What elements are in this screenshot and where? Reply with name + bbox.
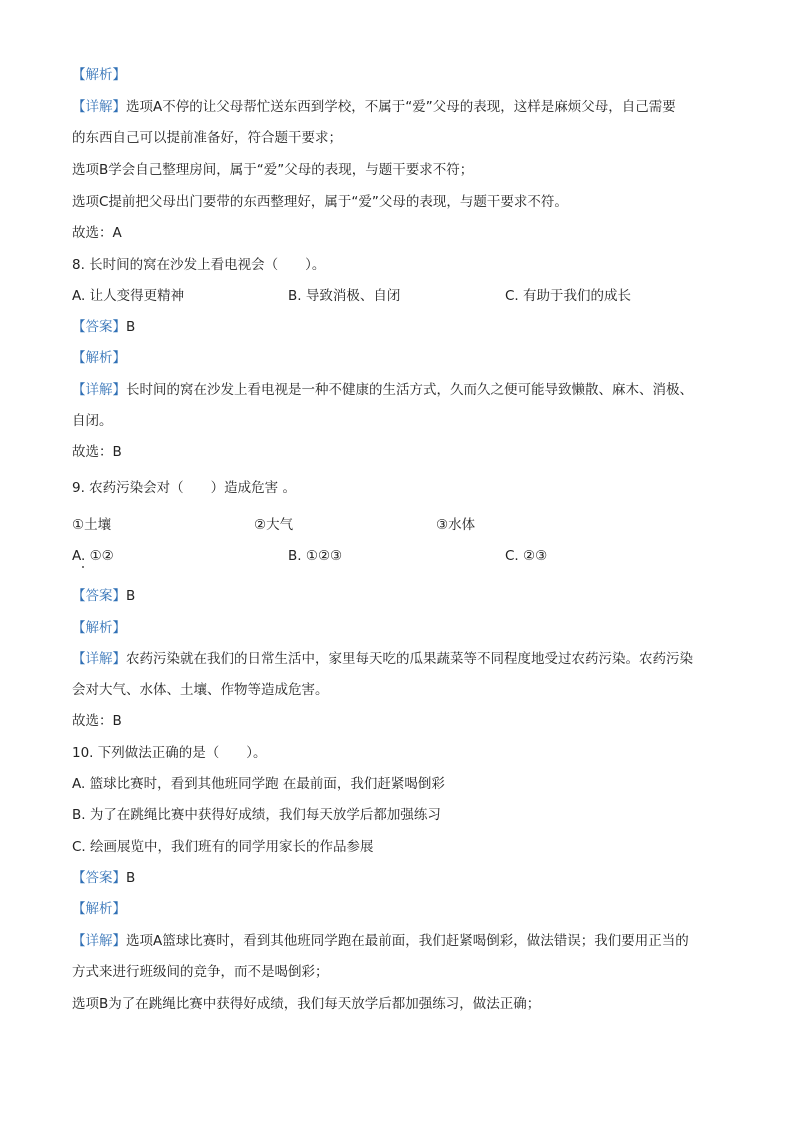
analysis-tag: 【解析】 xyxy=(72,67,126,83)
detail-tag: 【详解】 xyxy=(72,382,126,398)
option-c: C. 绘画展览中，我们班有的同学用家长的作品参展 xyxy=(72,839,374,855)
answer-value: B xyxy=(126,870,136,886)
detail-line: 方式来进行班级间的竞争，而不是喝倒彩； xyxy=(72,964,329,980)
answer-line xyxy=(72,869,135,887)
answer-line xyxy=(72,318,135,336)
answer-value: B xyxy=(126,319,136,335)
question-stem: 8. 长时间的窝在沙发上看电视会（ ）。 xyxy=(72,257,326,273)
option-b: B. ①②③ xyxy=(288,548,343,564)
detail-text: 选项A篮球比赛时，看到其他班同学跑在最前面，我们赶紧喝倒彩，做法错误；我们要用正当的 xyxy=(126,933,689,949)
answer-tag: 【答案】 xyxy=(72,870,126,886)
detail-line xyxy=(72,381,693,399)
detail-line: 选项B为了在跳绳比赛中获得好成绩，我们每天放学后都加强练习，做法正确； xyxy=(72,996,541,1012)
option-c: C. ②③ xyxy=(505,548,548,564)
detail-tag: 【详解】 xyxy=(72,933,126,949)
option-a: A. 篮球比赛时，看到其他班同学跑 在最前面，我们赶紧喝倒彩 xyxy=(72,776,445,792)
option-a: A. 让人变得更精神 xyxy=(72,288,185,304)
answer-line xyxy=(72,587,135,605)
detail-line: 自闭。 xyxy=(72,413,113,429)
detail-line xyxy=(72,98,676,116)
analysis-tag: 【解析】 xyxy=(72,620,126,636)
detail-line: 选项C提前把父母出门要带的东西整理好，属于“爱”父母的表现，与题干要求不符。 xyxy=(72,194,568,210)
final-answer: 故选：B xyxy=(72,444,122,460)
item-2: ②大气 xyxy=(254,517,294,533)
detail-tag: 【详解】 xyxy=(72,651,126,667)
option-b: B. 导致消极、自闭 xyxy=(288,288,401,304)
item-1: ①土壤 xyxy=(72,517,112,533)
stray-dot xyxy=(82,566,84,568)
final-answer: 故选：A xyxy=(72,225,122,241)
analysis-tag: 【解析】 xyxy=(72,901,126,917)
item-3: ③水体 xyxy=(436,517,476,533)
answer-value: B xyxy=(126,588,136,604)
detail-tag: 【详解】 xyxy=(72,99,126,115)
question-stem: 10. 下列做法正确的是（ ）。 xyxy=(72,745,267,761)
detail-line xyxy=(72,932,689,950)
option-c: C. 有助于我们的成长 xyxy=(505,288,632,304)
final-answer: 故选：B xyxy=(72,713,122,729)
analysis-tag: 【解析】 xyxy=(72,350,126,366)
answer-tag: 【答案】 xyxy=(72,588,126,604)
detail-text: 长时间的窝在沙发上看电视是一种不健康的生活方式，久而久之便可能导致懒散、麻木、消极、 xyxy=(126,382,693,398)
detail-line: 选项B学会自己整理房间，属于“爱”父母的表现，与题干要求不符； xyxy=(72,162,474,178)
detail-line: 会对大气、水体、土壤、作物等造成危害。 xyxy=(72,682,329,698)
detail-text: 农药污染就在我们的日常生活中，家里每天吃的瓜果蔬菜等不同程度地受过农药污染。农药污染 xyxy=(126,651,693,667)
option-b: B. 为了在跳绳比赛中获得好成绩，我们每天放学后都加强练习 xyxy=(72,807,441,823)
answer-tag: 【答案】 xyxy=(72,319,126,335)
detail-text: 选项A不停的让父母帮忙送东西到学校，不属于“爱”父母的表现，这样是麻烦父母，自己需要 xyxy=(126,99,676,115)
option-a: A. ①② xyxy=(72,548,114,564)
question-stem: 9. 农药污染会对（ ）造成危害 。 xyxy=(72,480,296,496)
detail-line: 的东西自己可以提前准备好，符合题干要求； xyxy=(72,130,342,146)
detail-line xyxy=(72,650,693,668)
